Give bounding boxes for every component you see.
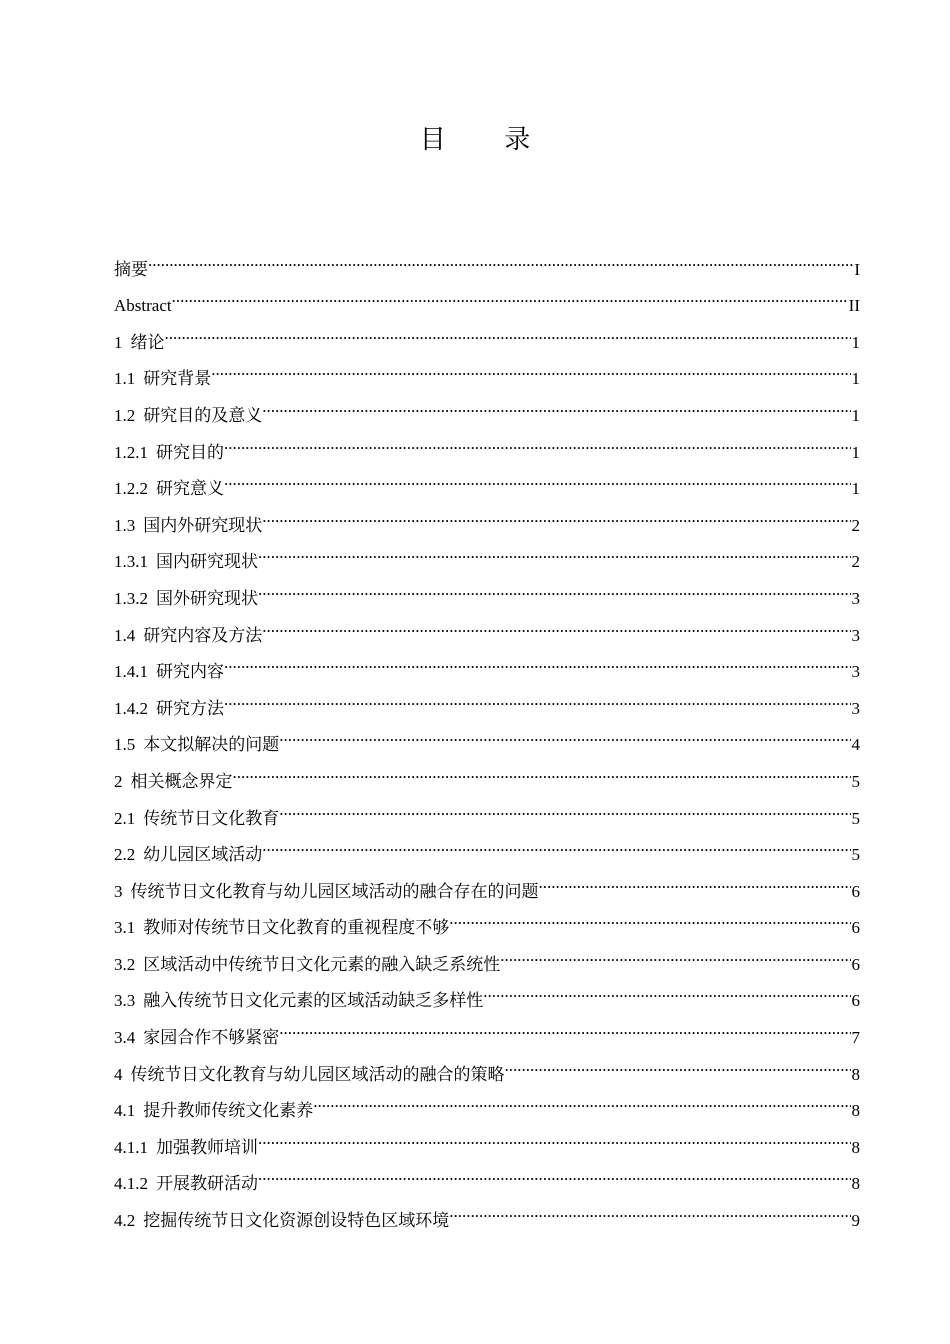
toc-entry-page-number: 3 [851, 588, 860, 608]
toc-entry-number: 1.3.2 [114, 588, 148, 608]
toc-dot-leader [505, 1043, 851, 1080]
toc-entry-title: 开展教研活动 [156, 1174, 258, 1194]
toc-entry-title: 家园合作不够紧密 [143, 1028, 280, 1048]
toc-entry-number: 2 [114, 771, 123, 791]
toc-entry-page-number: 6 [851, 954, 860, 974]
toc-entry-title: 融入传统节日文化元素的区域活动缺乏多样性 [143, 991, 484, 1011]
toc-entry[interactable] [114, 494, 860, 535]
toc-entry-number: 3.1 [114, 918, 136, 938]
toc-entry-title: 国内外研究现状 [143, 515, 263, 535]
toc-dot-leader [539, 860, 851, 897]
toc-entry-number: 3.4 [114, 1028, 136, 1048]
toc-entry-title: Abstract [114, 296, 172, 316]
toc-entry-number: 1.4.2 [114, 698, 148, 718]
toc-entry-title: 研究内容及方法 [143, 625, 263, 645]
toc-entry-page-number: 1 [851, 442, 860, 462]
toc-entry-number: 1.2.2 [114, 479, 148, 499]
toc-dot-leader [262, 384, 850, 421]
toc-entry-page-number: 9 [851, 1211, 860, 1231]
toc-entry-number: 4.1.2 [114, 1174, 148, 1194]
toc-entry-page-number: 6 [851, 881, 860, 901]
toc-dot-leader [224, 677, 851, 714]
toc-dot-leader [258, 1153, 851, 1190]
toc-entry-title: 研究意义 [156, 479, 224, 499]
toc-entry-page-number: 1 [851, 369, 860, 389]
toc-dot-leader [279, 787, 850, 824]
toc-entry[interactable] [114, 677, 860, 718]
toc-entry[interactable] [114, 275, 860, 316]
toc-dot-leader [258, 531, 851, 568]
toc-entry-page-number: 8 [851, 1137, 860, 1157]
toc-dot-leader [224, 421, 851, 458]
toc-dot-leader [279, 1006, 850, 1043]
toc-entry-title: 绪论 [130, 332, 165, 352]
table-of-contents [114, 238, 860, 1231]
toc-entry-number: 1.3 [114, 515, 136, 535]
toc-entry-number: 4.1 [114, 1101, 136, 1121]
toc-entry-title: 摘要 [114, 259, 148, 279]
toc-entry-page-number: II [848, 296, 860, 316]
toc-entry-title: 研究内容 [156, 662, 224, 682]
toc-entry-page-number: 8 [851, 1174, 860, 1194]
toc-entry-title: 传统节日文化教育 [143, 808, 280, 828]
toc-entry[interactable] [114, 384, 860, 425]
toc-dot-leader [172, 275, 848, 312]
toc-dot-leader [262, 824, 850, 861]
toc-entry-number: 1.2 [114, 405, 136, 425]
toc-entry-number: 4 [114, 1064, 123, 1084]
toc-entry-number: 2.2 [114, 845, 136, 865]
toc-dot-leader [258, 567, 851, 604]
toc-entry-page-number: 3 [851, 698, 860, 718]
toc-dot-leader [224, 641, 851, 678]
toc-entry-number: 1 [114, 332, 123, 352]
toc-entry-title: 区域活动中传统节日文化元素的融入缺乏系统性 [143, 954, 501, 974]
toc-entry-title: 传统节日文化教育与幼儿园区域活动的融合存在的问题 [130, 881, 539, 901]
toc-entry-title: 研究方法 [156, 698, 224, 718]
toc-entry[interactable] [114, 421, 860, 462]
toc-dot-leader [313, 1080, 850, 1117]
toc-entry-title: 本文拟解决的问题 [143, 735, 280, 755]
toc-entry-page-number: 3 [851, 625, 860, 645]
toc-dot-leader [483, 970, 850, 1007]
toc-dot-leader [233, 750, 851, 787]
toc-title: 目 录 [419, 125, 557, 154]
toc-entry[interactable] [114, 641, 860, 682]
toc-entry-number: 2.1 [114, 808, 136, 828]
toc-entry-page-number: 3 [851, 662, 860, 682]
toc-entry-number: 1.2.1 [114, 442, 148, 462]
toc-entry-page-number: 6 [851, 918, 860, 938]
toc-dot-leader [500, 933, 850, 970]
toc-dot-leader [224, 458, 851, 495]
toc-dot-leader [279, 714, 850, 751]
toc-entry-title: 幼儿园区域活动 [143, 845, 263, 865]
toc-entry-title: 研究背景 [143, 369, 212, 389]
toc-entry-title: 加强教师培训 [156, 1137, 258, 1157]
toc-entry-title: 研究目的 [156, 442, 224, 462]
toc-dot-leader [165, 311, 851, 348]
toc-entry[interactable] [114, 348, 860, 389]
toc-entry-title: 国内研究现状 [156, 552, 258, 572]
toc-entry-page-number: 4 [851, 735, 860, 755]
toc-entry-page-number: 6 [851, 991, 860, 1011]
toc-entry-page-number: 1 [851, 479, 860, 499]
toc-entry-number: 1.5 [114, 735, 136, 755]
toc-entry-title: 教师对传统节日文化教育的重视程度不够 [143, 918, 450, 938]
toc-entry-page-number: I [854, 259, 860, 279]
toc-entry-page-number: 2 [851, 552, 860, 572]
toc-entry-title: 研究目的及意义 [143, 405, 263, 425]
toc-entry[interactable] [114, 714, 860, 755]
toc-entry-page-number: 1 [851, 405, 860, 425]
toc-entry-number: 4.1.1 [114, 1137, 148, 1157]
toc-dot-leader [211, 348, 850, 385]
toc-entry-number: 3.3 [114, 991, 136, 1011]
toc-entry-number: 3 [114, 881, 123, 901]
toc-entry-page-number: 8 [851, 1064, 860, 1084]
toc-dot-leader [258, 1116, 851, 1153]
toc-entry[interactable] [114, 311, 860, 352]
toc-dot-leader [262, 604, 850, 641]
toc-entry-page-number: 7 [851, 1028, 860, 1048]
toc-dot-leader [148, 238, 853, 275]
toc-entry-page-number: 5 [851, 771, 860, 791]
toc-dot-leader [449, 1189, 850, 1226]
toc-entry-number: 4.2 [114, 1211, 136, 1231]
toc-entry-number: 1.1 [114, 369, 136, 389]
toc-entry-page-number: 5 [851, 845, 860, 865]
toc-entry[interactable] [114, 238, 860, 279]
toc-entry-number: 1.4 [114, 625, 136, 645]
toc-entry-title: 国外研究现状 [156, 588, 258, 608]
toc-entry-title: 传统节日文化教育与幼儿园区域活动的融合的策略 [130, 1064, 505, 1084]
toc-entry-number: 1.4.1 [114, 662, 148, 682]
toc-dot-leader [449, 897, 850, 934]
toc-entry-number: 3.2 [114, 954, 136, 974]
toc-entry-page-number: 8 [851, 1101, 860, 1121]
toc-entry-number: 1.3.1 [114, 552, 148, 572]
toc-entry-page-number: 5 [851, 808, 860, 828]
toc-dot-leader [262, 494, 850, 531]
toc-entry-title: 相关概念界定 [130, 771, 233, 791]
toc-entry-page-number: 1 [851, 332, 860, 352]
toc-entry-page-number: 2 [851, 515, 860, 535]
toc-entry-title: 提升教师传统文化素养 [143, 1101, 314, 1121]
toc-entry-title: 挖掘传统节日文化资源创设特色区域环境 [143, 1211, 450, 1231]
toc-entry[interactable] [114, 458, 860, 499]
